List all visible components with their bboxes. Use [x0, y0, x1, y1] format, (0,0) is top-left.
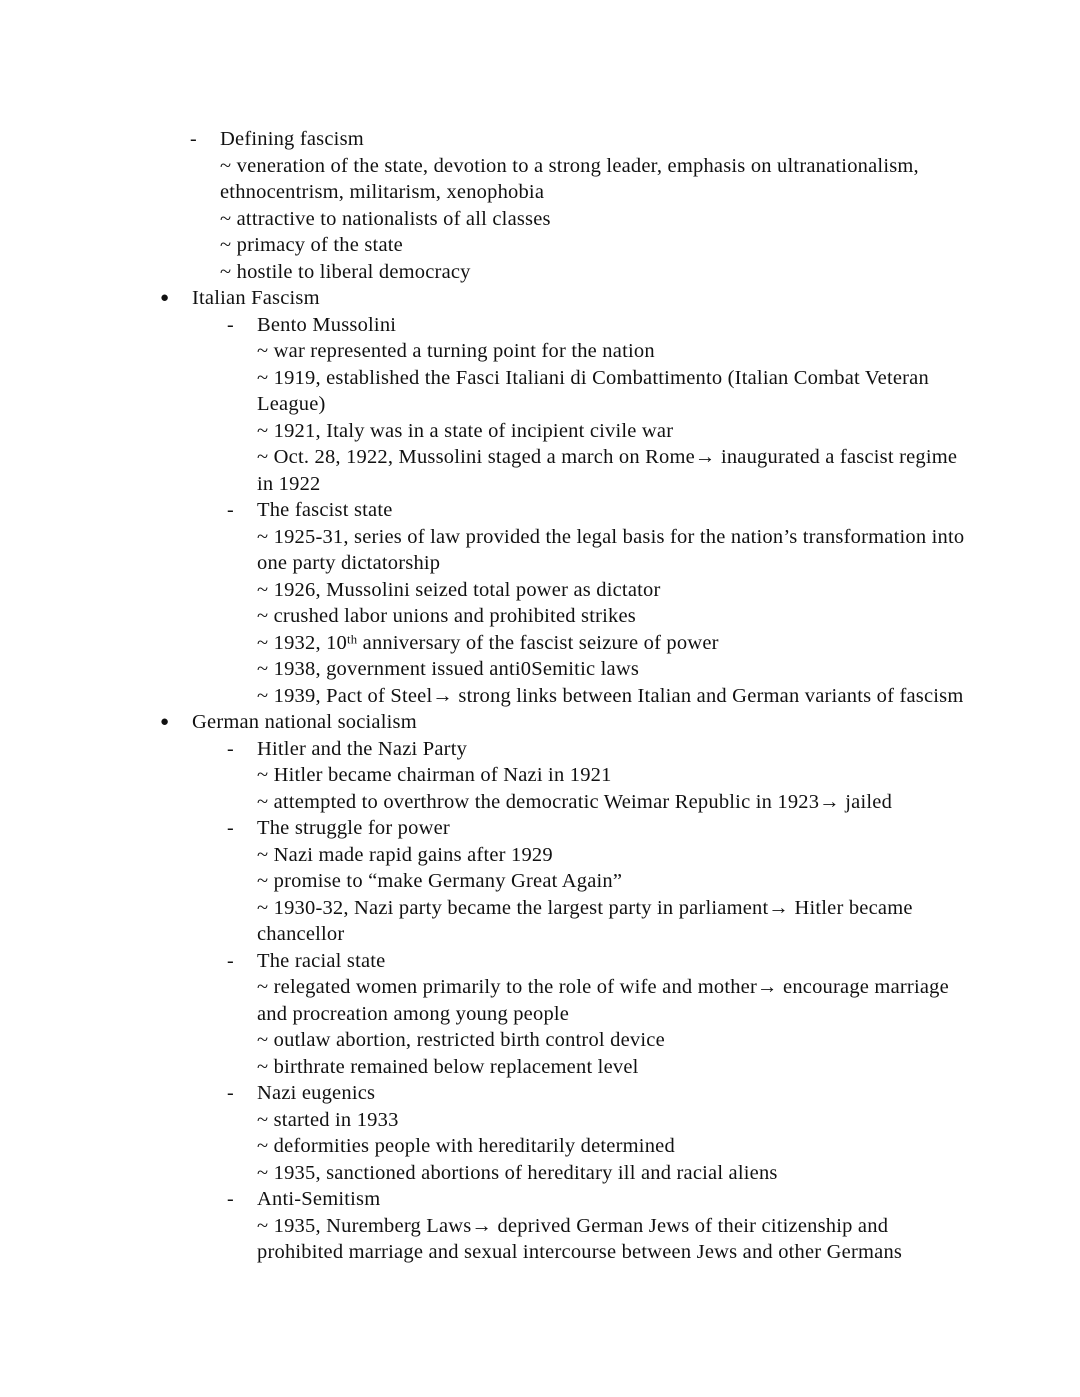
dash-bullet-icon: -	[227, 313, 234, 336]
detail-list	[257, 762, 965, 815]
detail-list	[257, 1107, 965, 1187]
detail-line: ~ Oct. 28, 1922, Mussolini staged a march on Rome→ inaugurated a fascist regime in 1922	[257, 446, 958, 495]
detail-list	[257, 338, 965, 497]
detail-line: ~ crushed labor unions and prohibited strikes	[257, 605, 636, 627]
dash-bullet-icon: -	[227, 1082, 234, 1104]
outline-node-nazi-eugenics	[192, 1080, 965, 1186]
outline-node-the-racial-state	[192, 948, 965, 1081]
detail-list	[257, 974, 965, 1080]
detail-line: ~ 1921, Italy was in a state of incipient civile war	[257, 419, 674, 442]
outline-body	[155, 126, 965, 1266]
detail-line: ~ Hitler became chairman of Nazi in 1921	[257, 764, 612, 786]
detail-line: ~ 1935, Nuremberg Laws→ deprived German Jews of their citizenship and prohibited marriage and sexual intercourse between Jews and other Germans	[257, 1214, 903, 1263]
outline-heading: German national socialism	[192, 711, 417, 733]
detail-line: ~ 1938, government issued anti0Semitic laws	[257, 658, 640, 680]
detail-line: ~ 1932, 10th anniversary of the fascist seizure of power	[257, 631, 719, 654]
detail-line: ~ outlaw abortion, restricted birth control device	[257, 1029, 665, 1051]
outline-heading: Nazi eugenics	[257, 1082, 376, 1104]
detail-line: ~ started in 1933	[257, 1108, 399, 1131]
dash-bullet-icon: -	[227, 1188, 234, 1210]
detail-line: ~ attempted to overthrow the democratic Weimar Republic in 1923→ jailed	[257, 790, 893, 813]
outline-node-bento-mussolini	[192, 312, 965, 498]
outline-node-the-struggle-for-power	[192, 815, 965, 948]
outline-children	[192, 736, 965, 1266]
dash-bullet-icon: -	[190, 128, 197, 150]
outline-heading: The fascist state	[257, 499, 393, 521]
outline-node-italian-fascism	[155, 285, 965, 709]
detail-line: ~ veneration of the state, devotion to a strong leader, emphasis on ultranationalism, ethnocentrism, militarism, xenophobia	[220, 154, 919, 203]
dash-bullet-icon: -	[227, 817, 234, 839]
detail-line: ~ attractive to nationalists of all classes	[220, 207, 551, 230]
outline-heading: Bento Mussolini	[257, 313, 397, 336]
outline-children	[192, 312, 965, 710]
detail-line: ~ deformities people with hereditarily determined	[257, 1135, 675, 1157]
dash-bullet-icon: -	[227, 737, 234, 760]
detail-list	[257, 842, 965, 948]
outline-heading: Anti-Semitism	[257, 1188, 381, 1210]
detail-list	[220, 153, 965, 286]
detail-line: ~ hostile to liberal democracy	[220, 260, 471, 283]
outline-node-german-national-socialism	[155, 709, 965, 1266]
dash-bullet-icon: -	[227, 949, 234, 972]
detail-line: ~ 1925-31, series of law provided the legal basis for the nation’s transformation into one party dictatorship	[257, 525, 965, 574]
outline-heading: Italian Fascism	[192, 287, 320, 309]
detail-line: ~ primacy of the state	[220, 234, 403, 256]
detail-line: ~ 1939, Pact of Steel→ strong links between Italian and German variants of fascism	[257, 684, 964, 707]
outline-heading: Defining fascism	[220, 128, 364, 150]
detail-line: ~ war represented a turning point for the nation	[257, 340, 655, 362]
dot-bullet-icon: ●	[160, 290, 170, 306]
detail-list	[257, 524, 965, 710]
outline-heading: The struggle for power	[257, 817, 450, 839]
outline-root	[155, 126, 965, 1266]
detail-line: ~ 1926, Mussolini seized total power as dictator	[257, 578, 661, 601]
detail-list	[257, 1213, 965, 1266]
detail-line: ~ relegated women primarily to the role of wife and mother→ encourage marriage and procreation among young people	[257, 976, 949, 1025]
outline-node-the-fascist-state	[192, 497, 965, 709]
detail-line: ~ birthrate remained below replacement level	[257, 1055, 639, 1078]
outline-node-anti-semitism	[192, 1186, 965, 1266]
detail-line: ~ 1930-32, Nazi party became the largest party in parliament→ Hitler became chancellor	[257, 896, 913, 945]
outline-node-defining-fascism	[155, 126, 965, 285]
outline-heading: The racial state	[257, 949, 386, 972]
detail-line: ~ 1919, established the Fasci Italiani di Combattimento (Italian Combat Veteran League)	[257, 366, 929, 415]
detail-line: ~ 1935, sanctioned abortions of hereditary ill and racial aliens	[257, 1161, 778, 1184]
dash-bullet-icon: -	[227, 499, 234, 521]
detail-line: ~ promise to “make Germany Great Again”	[257, 870, 623, 892]
outline-node-hitler-and-the-nazi-party	[192, 736, 965, 816]
detail-line: ~ Nazi made rapid gains after 1929	[257, 843, 553, 866]
outline-heading: Hitler and the Nazi Party	[257, 737, 468, 760]
dot-bullet-icon: ●	[160, 714, 170, 730]
